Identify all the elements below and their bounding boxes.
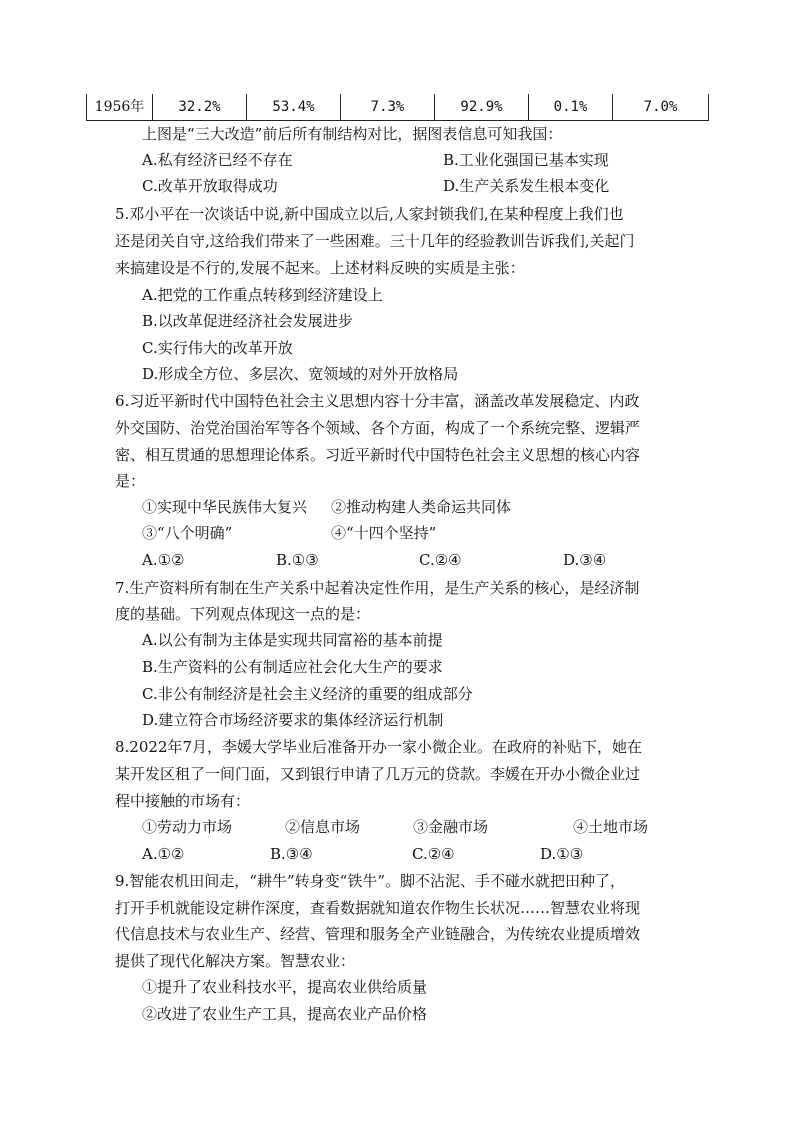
table-cell: 7.3% bbox=[341, 94, 435, 121]
q6-option-a: A.①② bbox=[142, 551, 185, 569]
q5-option-c: C.实行伟大的改革开放 bbox=[142, 339, 293, 357]
q6-line-4: 是： bbox=[115, 472, 146, 490]
q4-option-d: D.生产关系发生根本变化 bbox=[443, 177, 610, 195]
q6-statement-2: ②推动构建人类命运共同体 bbox=[331, 498, 512, 516]
ownership-table bbox=[86, 94, 709, 121]
q9-line-4: 提供了现代化解决方案。智慧农业： bbox=[115, 952, 356, 970]
table-cell: 0.1% bbox=[529, 94, 613, 121]
table-cell: 53.4% bbox=[247, 94, 341, 121]
q8-statement-2: ②信息市场 bbox=[285, 818, 361, 836]
q6-statement-3: ③“八个明确” bbox=[142, 524, 233, 542]
q7-line-1: 7.生产资料所有制在生产关系中起着决定性作用，是生产关系的核心，是经济制 bbox=[115, 579, 640, 597]
q8-option-a: A.①② bbox=[142, 845, 185, 863]
q6-line-2: 外交国防、治党治国治军等各个领域、各个方面，构成了一个系统完整、逻辑严 bbox=[115, 419, 641, 437]
q8-statement-4: ④土地市场 bbox=[573, 818, 649, 836]
q8-option-d: D.①③ bbox=[540, 845, 584, 863]
q8-option-c: C.②④ bbox=[412, 845, 455, 863]
q4-option-c: C.改革开放取得成功 bbox=[142, 177, 278, 195]
q6-option-c: C.②④ bbox=[419, 551, 462, 569]
table-cell-year: 1956年 bbox=[87, 94, 153, 121]
table-cell: 32.2% bbox=[153, 94, 247, 121]
q8-statement-1: ①劳动力市场 bbox=[142, 818, 233, 836]
q7-option-a: A.以公有制为主体是实现共同富裕的基本前提 bbox=[142, 631, 443, 649]
q5-option-b: B.以改革促进经济社会发展进步 bbox=[142, 312, 353, 330]
q6-statement-4: ④“十四个坚持” bbox=[331, 524, 437, 542]
q6-line-1: 6.习近平新时代中国特色社会主义思想内容十分丰富，涵盖改革发展稳定、内政 bbox=[115, 392, 640, 410]
q5-option-a: A.把党的工作重点转移到经济建设上 bbox=[142, 286, 383, 304]
q9-line-1: 9.智能农机田间走，“耕牛”转身变“铁牛”。脚不沾泥、手不碰水就把田种了， bbox=[115, 872, 625, 890]
q4-option-b: B.工业化强国已基本实现 bbox=[443, 151, 609, 169]
q9-line-2: 打开手机就能设定耕作深度，查看数据就知道农作物生长状况……智慧农业将现 bbox=[115, 899, 641, 917]
q7-line-2: 度的基础。下列观点体现这一点的是： bbox=[115, 605, 371, 623]
q8-line-3: 程中接触的市场有： bbox=[115, 792, 251, 810]
q6-option-d: D.③④ bbox=[563, 551, 607, 569]
q8-option-b: B.③④ bbox=[270, 845, 313, 863]
table-row bbox=[87, 94, 709, 121]
q5-line-3: 来搞建设是不行的,发展不起来。上述材料反映的实质是主张： bbox=[115, 259, 525, 277]
q9-line-3: 代信息技术与农业生产、经营、管理和服务全产业链融合，为传统农业提质增效 bbox=[115, 925, 641, 943]
table-cell: 7.0% bbox=[613, 94, 709, 121]
table-cell: 92.9% bbox=[435, 94, 529, 121]
q8-statement-3: ③金融市场 bbox=[413, 818, 489, 836]
q4-option-a: A.私有经济已经不存在 bbox=[142, 151, 293, 169]
q4-stem: 上图是“三大改造”前后所有制结构对比，据图表信息可知我国： bbox=[142, 125, 563, 143]
q6-option-b: B.①③ bbox=[276, 551, 319, 569]
q8-line-1: 8.2022年7月，李媛大学毕业后准备开办一家小微企业。在政府的补贴下，她在 bbox=[115, 738, 643, 756]
q5-line-2: 还是闭关自守,这给我们带来了一些困难。三十几年的经验教训告诉我们,关起门 bbox=[115, 232, 635, 250]
q7-option-c: C.非公有制经济是社会主义经济的重要的组成部分 bbox=[142, 685, 473, 703]
q7-option-b: B.生产资料的公有制适应社会化大生产的要求 bbox=[142, 658, 443, 676]
q7-option-d: D.建立符合市场经济要求的集体经济运行机制 bbox=[142, 711, 444, 729]
q8-line-2: 某开发区租了一间门面，又到银行申请了几万元的贷款。李媛在开办小微企业过 bbox=[115, 765, 641, 783]
q9-statement-1: ①提升了农业科技水平，提高农业供给质量 bbox=[142, 978, 428, 996]
q5-line-1: 5.邓小平在一次谈话中说,新中国成立以后,人家封锁我们,在某种程度上我们也 bbox=[115, 205, 624, 223]
q6-line-3: 密、相互贯通的思想理论体系。习近平新时代中国特色社会主义思想的核心内容 bbox=[115, 446, 641, 464]
q5-option-d: D.形成全方位、多层次、宽领域的对外开放格局 bbox=[142, 365, 459, 383]
q9-statement-2: ②改进了农业生产工具，提高农业产品价格 bbox=[142, 1005, 428, 1023]
q6-statement-1: ①实现中华民族伟大复兴 bbox=[142, 498, 308, 516]
